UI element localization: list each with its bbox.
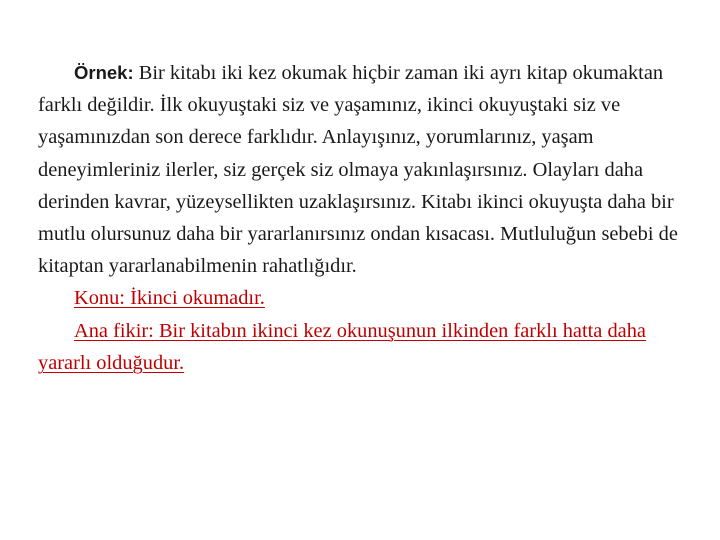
text-block (38, 57, 684, 379)
example-paragraph (38, 57, 684, 282)
topic-line: Konu: İkinci okumadır. (74, 287, 265, 310)
example-label: Örnek: (74, 62, 134, 83)
main-idea-line: Ana fikir: Bir kitabın ikinci kez okunuşunun ilkinden farklı hatta daha yararlı olduğudur. (38, 319, 646, 374)
example-text: Bir kitabı iki kez okumak hiçbir zaman iki ayrı kitap okumaktan farklı değildir. İlk okuyuştaki siz ve yaşamınız, ikinci okuyuştaki siz ve yaşamınızdan son derece farklıdır. Anlayışınız, yorumlarınız, yaşam deneyimleriniz ilerler, siz gerçek siz olmaya yakınlaşırsınız. Olayları daha derinden kavrar, yüzeysellikten uzaklaşırsınız. Kitabı ikinci okuyuşta daha bir mutlu olursunuz daha bir yararlanırsınız ondan kısacası. Mutluluğun sebebi de kitaptan yararlanabilmenin rahatlığıdır. (38, 62, 678, 278)
